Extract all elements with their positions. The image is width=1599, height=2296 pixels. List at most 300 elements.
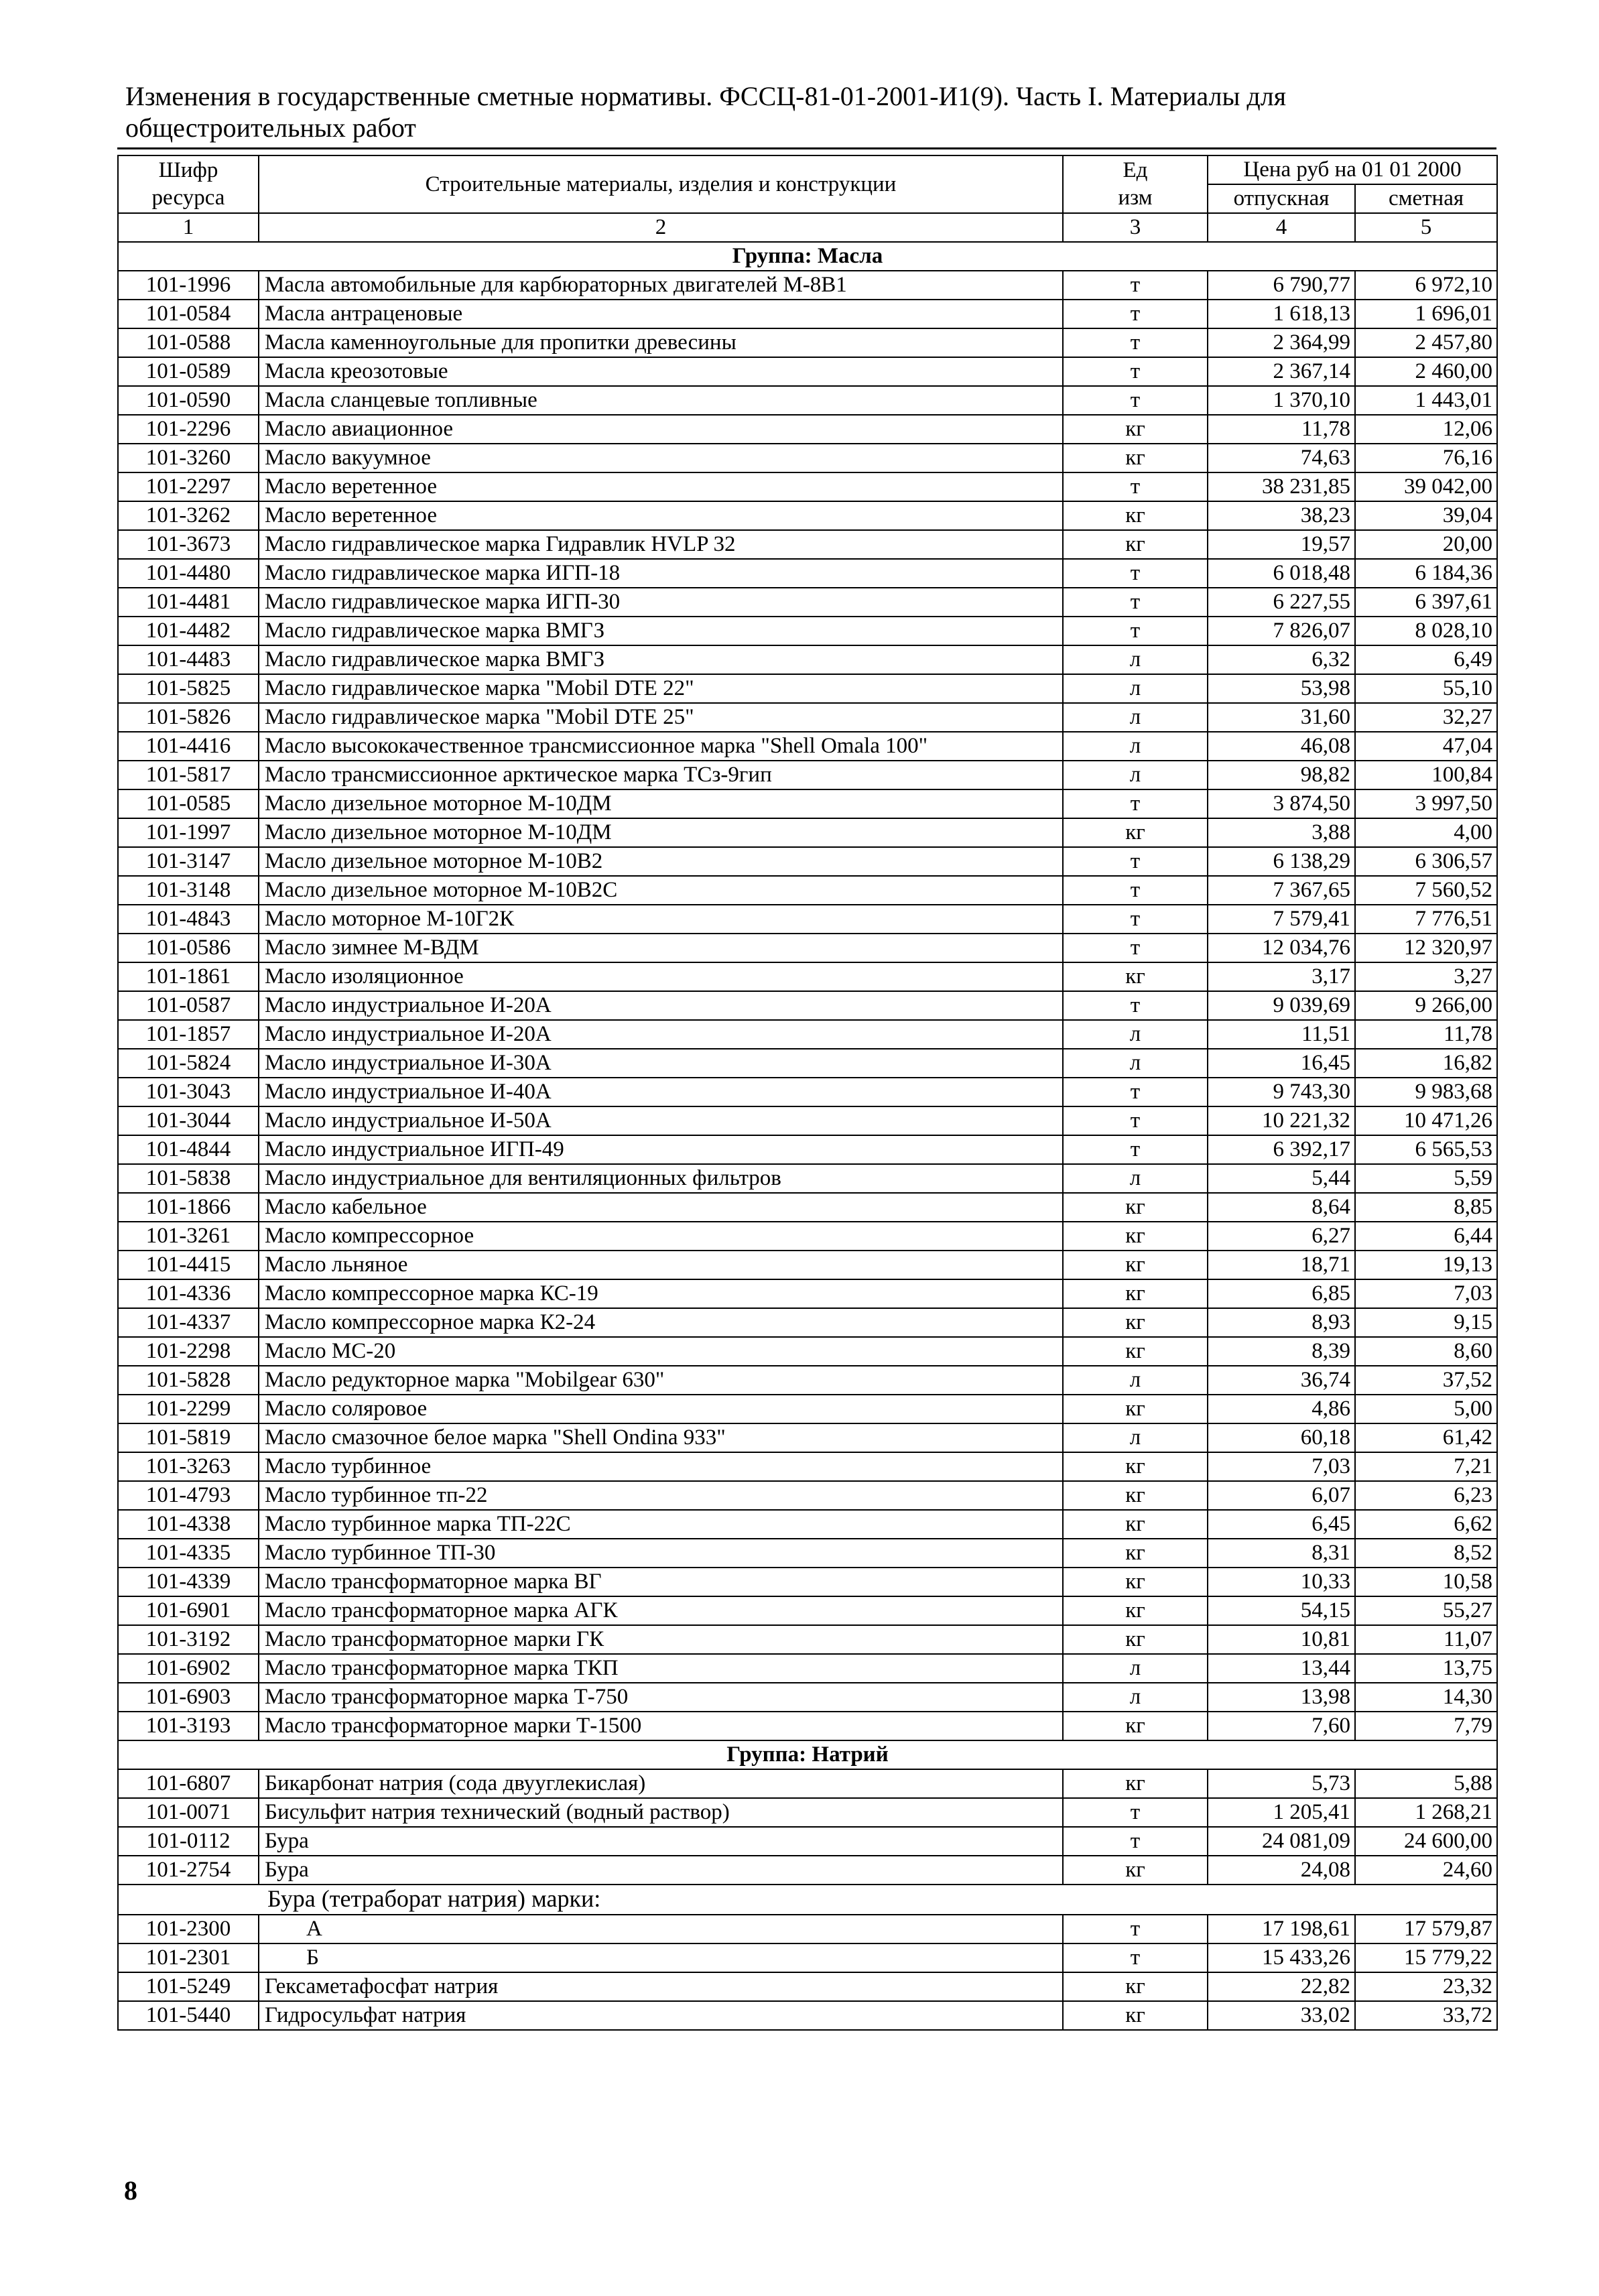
resource-code: 101-3263: [118, 1452, 259, 1481]
release-price: 3,17: [1208, 962, 1355, 991]
unit: л: [1063, 1683, 1208, 1712]
unit: кг: [1063, 1712, 1208, 1740]
resource-code: 101-5826: [118, 703, 259, 732]
header-price: Цена руб на 01 01 2000: [1208, 155, 1497, 184]
table-row: [118, 415, 1497, 444]
material-name: А: [259, 1915, 1063, 1943]
resource-code: 101-2298: [118, 1337, 259, 1366]
table-row: [118, 501, 1497, 530]
estimate-price: 2 460,00: [1355, 357, 1497, 386]
resource-code: 101-5838: [118, 1164, 259, 1193]
material-name: Масло смазочное белое марка "Shell Ondina 933": [259, 1423, 1063, 1452]
estimate-price: 15 779,22: [1355, 1943, 1497, 1972]
material-name: Масло гидравлическое марка ИГП-18: [259, 559, 1063, 588]
header-unit-line1: Ед: [1123, 158, 1148, 182]
material-name: Бура: [259, 1827, 1063, 1856]
unit: т: [1063, 1798, 1208, 1827]
unit: кг: [1063, 1452, 1208, 1481]
table-row: [118, 1972, 1497, 2001]
table-row: [118, 905, 1497, 934]
release-price: 5,44: [1208, 1164, 1355, 1193]
release-price: 3,88: [1208, 818, 1355, 847]
unit: л: [1063, 703, 1208, 732]
estimate-price: 8,60: [1355, 1337, 1497, 1366]
table-row: [118, 1539, 1497, 1568]
unit: т: [1063, 328, 1208, 357]
material-name: Масло трансформаторное марка ВГ: [259, 1568, 1063, 1596]
release-price: 6,27: [1208, 1222, 1355, 1251]
unit: л: [1063, 761, 1208, 789]
material-name: Бура: [259, 1856, 1063, 1885]
table-row: [118, 1279, 1497, 1308]
material-name: Масла каменноугольные для пропитки древесины: [259, 328, 1063, 357]
resource-code: 101-3043: [118, 1078, 259, 1106]
unit: кг: [1063, 1568, 1208, 1596]
resource-code: 101-0589: [118, 357, 259, 386]
material-name: Масло МС-20: [259, 1337, 1063, 1366]
estimate-price: 5,88: [1355, 1769, 1497, 1798]
table-row: [118, 876, 1497, 905]
material-name: Масло турбинное марка ТП-22С: [259, 1510, 1063, 1539]
table-row: [118, 1452, 1497, 1481]
unit: кг: [1063, 1251, 1208, 1279]
release-price: 36,74: [1208, 1366, 1355, 1395]
table-row: [118, 1856, 1497, 1885]
estimate-price: 1 443,01: [1355, 386, 1497, 415]
material-name: Масло авиационное: [259, 415, 1063, 444]
subheading-row: [118, 1885, 1497, 1915]
estimate-price: 9 983,68: [1355, 1078, 1497, 1106]
table-row: [118, 588, 1497, 617]
resource-code: 101-5824: [118, 1049, 259, 1078]
unit: кг: [1063, 444, 1208, 472]
estimate-price: 6 972,10: [1355, 271, 1497, 300]
column-number-4: 4: [1208, 213, 1355, 242]
material-name: Масла сланцевые топливные: [259, 386, 1063, 415]
resource-code: 101-6903: [118, 1683, 259, 1712]
resource-code: 101-1997: [118, 818, 259, 847]
unit: кг: [1063, 1308, 1208, 1337]
resource-code: 101-4843: [118, 905, 259, 934]
table-row: [118, 818, 1497, 847]
resource-code: 101-2296: [118, 415, 259, 444]
header-unit-line2: изм: [1118, 186, 1153, 210]
estimate-price: 12 320,97: [1355, 934, 1497, 962]
release-price: 6 138,29: [1208, 847, 1355, 876]
resource-code: 101-5828: [118, 1366, 259, 1395]
table-row: [118, 1193, 1497, 1222]
release-price: 16,45: [1208, 1049, 1355, 1078]
estimate-price: 39,04: [1355, 501, 1497, 530]
table-row: [118, 1164, 1497, 1193]
column-number-3: 3: [1063, 213, 1208, 242]
estimate-price: 76,16: [1355, 444, 1497, 472]
unit: л: [1063, 1423, 1208, 1452]
release-price: 2 367,14: [1208, 357, 1355, 386]
material-name: Масло кабельное: [259, 1193, 1063, 1222]
material-name: Масло трансформаторное марки Т-1500: [259, 1712, 1063, 1740]
material-name: Гидросульфат натрия: [259, 2001, 1063, 2030]
unit: кг: [1063, 962, 1208, 991]
unit: л: [1063, 1366, 1208, 1395]
release-price: 7 367,65: [1208, 876, 1355, 905]
estimate-price: 11,78: [1355, 1020, 1497, 1049]
table-row: [118, 1827, 1497, 1856]
unit: т: [1063, 1135, 1208, 1164]
material-name: Масло вакуумное: [259, 444, 1063, 472]
unit: т: [1063, 386, 1208, 415]
unit: т: [1063, 472, 1208, 501]
estimate-price: 8,85: [1355, 1193, 1497, 1222]
unit: л: [1063, 1020, 1208, 1049]
estimate-price: 5,59: [1355, 1164, 1497, 1193]
unit: т: [1063, 1915, 1208, 1943]
table-row: [118, 1106, 1497, 1135]
unit: т: [1063, 357, 1208, 386]
resource-code: 101-3261: [118, 1222, 259, 1251]
table-row: [118, 472, 1497, 501]
resource-code: 101-3262: [118, 501, 259, 530]
unit: л: [1063, 732, 1208, 761]
unit: кг: [1063, 1337, 1208, 1366]
table-row: [118, 357, 1497, 386]
resource-code: 101-4339: [118, 1568, 259, 1596]
document-page: [117, 80, 1496, 2031]
material-name: Масла креозотовые: [259, 357, 1063, 386]
resource-code: 101-5819: [118, 1423, 259, 1452]
release-price: 6,45: [1208, 1510, 1355, 1539]
material-name: Масло компрессорное марка КС-19: [259, 1279, 1063, 1308]
table-row: [118, 1049, 1497, 1078]
table-row: [118, 1222, 1497, 1251]
estimate-price: 13,75: [1355, 1654, 1497, 1683]
estimate-price: 1 696,01: [1355, 300, 1497, 328]
material-name: Бисульфит натрия технический (водный раствор): [259, 1798, 1063, 1827]
resource-code: 101-0590: [118, 386, 259, 415]
estimate-price: 7 776,51: [1355, 905, 1497, 934]
material-name: Масло веретенное: [259, 501, 1063, 530]
unit: л: [1063, 1164, 1208, 1193]
header-estimate-price: сметная: [1355, 184, 1497, 213]
table-row: [118, 1943, 1497, 1972]
material-name: Масло соляровое: [259, 1395, 1063, 1423]
header-code-line1: Шифр: [158, 158, 218, 182]
release-price: 4,86: [1208, 1395, 1355, 1423]
subheading-cell: [118, 1885, 1497, 1915]
release-price: 24 081,09: [1208, 1827, 1355, 1856]
estimate-price: 6 397,61: [1355, 588, 1497, 617]
estimate-price: 6 565,53: [1355, 1135, 1497, 1164]
material-name: Масло моторное М-10Г2К: [259, 905, 1063, 934]
table-row: [118, 1712, 1497, 1740]
unit: т: [1063, 991, 1208, 1020]
resource-code: 101-4338: [118, 1510, 259, 1539]
unit: кг: [1063, 1769, 1208, 1798]
resource-code: 101-4482: [118, 617, 259, 645]
resource-code: 101-0584: [118, 300, 259, 328]
resource-code: 101-0071: [118, 1798, 259, 1827]
resource-code: 101-3193: [118, 1712, 259, 1740]
material-name: Масло индустриальное И-20А: [259, 1020, 1063, 1049]
resource-code: 101-5825: [118, 674, 259, 703]
estimate-price: 39 042,00: [1355, 472, 1497, 501]
material-name: Масло компрессорное марка К2-24: [259, 1308, 1063, 1337]
estimate-price: 7,21: [1355, 1452, 1497, 1481]
table-row: [118, 300, 1497, 328]
material-name: Масло гидравлическое марка "Mobil DTE 22": [259, 674, 1063, 703]
resource-code: 101-6807: [118, 1769, 259, 1798]
unit: кг: [1063, 1222, 1208, 1251]
unit: т: [1063, 847, 1208, 876]
release-price: 54,15: [1208, 1596, 1355, 1625]
resource-code: 101-6901: [118, 1596, 259, 1625]
material-name: Бикарбонат натрия (сода двууглекислая): [259, 1769, 1063, 1798]
unit: т: [1063, 1106, 1208, 1135]
table-row: [118, 1481, 1497, 1510]
release-price: 6,07: [1208, 1481, 1355, 1510]
unit: т: [1063, 588, 1208, 617]
resource-code: 101-1861: [118, 962, 259, 991]
estimate-price: 47,04: [1355, 732, 1497, 761]
resource-code: 101-4337: [118, 1308, 259, 1337]
estimate-price: 8 028,10: [1355, 617, 1497, 645]
unit: т: [1063, 905, 1208, 934]
resource-code: 101-4480: [118, 559, 259, 588]
group-title: Группа: Масла: [118, 242, 1497, 271]
resource-code: 101-2300: [118, 1915, 259, 1943]
resource-code: 101-2754: [118, 1856, 259, 1885]
resource-code: 101-3148: [118, 876, 259, 905]
resource-code: 101-4336: [118, 1279, 259, 1308]
table-row: [118, 1423, 1497, 1452]
release-price: 8,31: [1208, 1539, 1355, 1568]
resource-code: 101-4483: [118, 645, 259, 674]
release-price: 46,08: [1208, 732, 1355, 761]
estimate-price: 19,13: [1355, 1251, 1497, 1279]
resource-code: 101-6902: [118, 1654, 259, 1683]
unit: кг: [1063, 1625, 1208, 1654]
material-name: Масло трансформаторное марка АГК: [259, 1596, 1063, 1625]
release-price: 7 579,41: [1208, 905, 1355, 934]
table-row: [118, 617, 1497, 645]
material-name: Масло турбинное тп-22: [259, 1481, 1063, 1510]
estimate-price: 55,27: [1355, 1596, 1497, 1625]
material-name: Масло индустриальное И-30А: [259, 1049, 1063, 1078]
unit: т: [1063, 617, 1208, 645]
material-name: Масло дизельное моторное М-10В2: [259, 847, 1063, 876]
table-row: [118, 674, 1497, 703]
table-row: [118, 1568, 1497, 1596]
release-price: 24,08: [1208, 1856, 1355, 1885]
release-price: 33,02: [1208, 2001, 1355, 2030]
estimate-price: 3 997,50: [1355, 789, 1497, 818]
resource-code: 101-0586: [118, 934, 259, 962]
resource-code: 101-3260: [118, 444, 259, 472]
resource-code: 101-3192: [118, 1625, 259, 1654]
estimate-price: 9 266,00: [1355, 991, 1497, 1020]
estimate-price: 6,44: [1355, 1222, 1497, 1251]
table-row: [118, 271, 1497, 300]
release-price: 5,73: [1208, 1769, 1355, 1798]
release-price: 6 018,48: [1208, 559, 1355, 588]
unit: кг: [1063, 818, 1208, 847]
release-price: 53,98: [1208, 674, 1355, 703]
material-name: Б: [259, 1943, 1063, 1972]
unit: кг: [1063, 415, 1208, 444]
estimate-price: 23,32: [1355, 1972, 1497, 2001]
table-row: [118, 645, 1497, 674]
material-name: Гексаметафосфат натрия: [259, 1972, 1063, 2001]
release-price: 8,64: [1208, 1193, 1355, 1222]
release-price: 8,93: [1208, 1308, 1355, 1337]
group-title: Группа: Натрий: [118, 1740, 1497, 1769]
release-price: 10,33: [1208, 1568, 1355, 1596]
material-name: Масло индустриальное для вентиляционных фильтров: [259, 1164, 1063, 1193]
estimate-price: 24 600,00: [1355, 1827, 1497, 1856]
table-row: [118, 1769, 1497, 1798]
header-code: [118, 155, 259, 213]
unit: кг: [1063, 1596, 1208, 1625]
estimate-price: 5,00: [1355, 1395, 1497, 1423]
estimate-price: 6,23: [1355, 1481, 1497, 1510]
release-price: 6,32: [1208, 645, 1355, 674]
header-release-price: отпускная: [1208, 184, 1355, 213]
estimate-price: 100,84: [1355, 761, 1497, 789]
estimate-price: 12,06: [1355, 415, 1497, 444]
release-price: 1 205,41: [1208, 1798, 1355, 1827]
release-price: 11,51: [1208, 1020, 1355, 1049]
table-row: [118, 1135, 1497, 1164]
table-row: [118, 789, 1497, 818]
estimate-price: 6,62: [1355, 1510, 1497, 1539]
group-heading-row: [118, 242, 1497, 271]
estimate-price: 55,10: [1355, 674, 1497, 703]
table-row: [118, 1020, 1497, 1049]
material-name: Масло индустриальное И-20А: [259, 991, 1063, 1020]
page-number: 8: [124, 2175, 137, 2206]
resource-code: 101-1866: [118, 1193, 259, 1222]
unit: кг: [1063, 1856, 1208, 1885]
table-row: [118, 1798, 1497, 1827]
estimate-price: 6 306,57: [1355, 847, 1497, 876]
resource-code: 101-3673: [118, 530, 259, 559]
document-title-line2: общестроительных работ: [125, 113, 416, 143]
material-name: Масло трансформаторное марка ТКП: [259, 1654, 1063, 1683]
release-price: 10,81: [1208, 1625, 1355, 1654]
document-title-line1: Изменения в государственные сметные нормативы. ФССЦ-81-01-2001-И1(9). Часть I. Материалы для: [125, 81, 1287, 111]
material-name: Масло льняное: [259, 1251, 1063, 1279]
unit: кг: [1063, 1395, 1208, 1423]
document-title: [117, 80, 1496, 149]
table-row: [118, 1251, 1497, 1279]
release-price: 8,39: [1208, 1337, 1355, 1366]
material-name: Масло высококачественное трансмиссионное марка "Shell Omala 100": [259, 732, 1063, 761]
unit: т: [1063, 876, 1208, 905]
price-table: [117, 155, 1498, 2031]
resource-code: 101-0588: [118, 328, 259, 357]
release-price: 6 392,17: [1208, 1135, 1355, 1164]
resource-code: 101-3044: [118, 1106, 259, 1135]
resource-code: 101-3147: [118, 847, 259, 876]
table-row: [118, 1596, 1497, 1625]
header-name: Строительные материалы, изделия и конструкции: [259, 155, 1063, 213]
unit: т: [1063, 559, 1208, 588]
unit: кг: [1063, 1972, 1208, 2001]
material-name: Масло трансформаторное марка Т-750: [259, 1683, 1063, 1712]
release-price: 9 743,30: [1208, 1078, 1355, 1106]
estimate-price: 4,00: [1355, 818, 1497, 847]
resource-code: 101-2297: [118, 472, 259, 501]
table-row: [118, 2001, 1497, 2030]
table-row: [118, 962, 1497, 991]
estimate-price: 20,00: [1355, 530, 1497, 559]
release-price: 6 790,77: [1208, 271, 1355, 300]
material-name: Масла автомобильные для карбюраторных двигателей М-8В1: [259, 271, 1063, 300]
subheading-text: Бура (тетраборат натрия) марки:: [267, 1885, 601, 1912]
release-price: 7,03: [1208, 1452, 1355, 1481]
material-name: Масло компрессорное: [259, 1222, 1063, 1251]
table-row: [118, 559, 1497, 588]
unit: т: [1063, 789, 1208, 818]
resource-code: 101-4415: [118, 1251, 259, 1279]
table-row: [118, 847, 1497, 876]
resource-code: 101-0587: [118, 991, 259, 1020]
table-row: [118, 386, 1497, 415]
column-number-1: 1: [118, 213, 259, 242]
unit: л: [1063, 1049, 1208, 1078]
table-row: [118, 1510, 1497, 1539]
material-name: Масло веретенное: [259, 472, 1063, 501]
material-name: Масла антраценовые: [259, 300, 1063, 328]
table-row: [118, 1078, 1497, 1106]
resource-code: 101-0585: [118, 789, 259, 818]
table-row: [118, 1625, 1497, 1654]
estimate-price: 10 471,26: [1355, 1106, 1497, 1135]
release-price: 13,44: [1208, 1654, 1355, 1683]
estimate-price: 3,27: [1355, 962, 1497, 991]
resource-code: 101-1996: [118, 271, 259, 300]
resource-code: 101-2299: [118, 1395, 259, 1423]
estimate-price: 10,58: [1355, 1568, 1497, 1596]
material-name: Масло гидравлическое марка ВМГЗ: [259, 645, 1063, 674]
release-price: 13,98: [1208, 1683, 1355, 1712]
material-name: Масло гидравлическое марка Гидравлик HVLP 32: [259, 530, 1063, 559]
material-name: Масло трансмиссионное арктическое марка ТСз-9гип: [259, 761, 1063, 789]
material-name: Масло гидравлическое марка ВМГЗ: [259, 617, 1063, 645]
release-price: 60,18: [1208, 1423, 1355, 1452]
unit: кг: [1063, 530, 1208, 559]
resource-code: 101-1857: [118, 1020, 259, 1049]
material-name: Масло изоляционное: [259, 962, 1063, 991]
estimate-price: 61,42: [1355, 1423, 1497, 1452]
material-name: Масло турбинное: [259, 1452, 1063, 1481]
unit: т: [1063, 300, 1208, 328]
estimate-price: 32,27: [1355, 703, 1497, 732]
estimate-price: 14,30: [1355, 1683, 1497, 1712]
header-unit: [1063, 155, 1208, 213]
header-code-line2: ресурса: [151, 186, 225, 210]
estimate-price: 33,72: [1355, 2001, 1497, 2030]
release-price: 7,60: [1208, 1712, 1355, 1740]
table-row: [118, 444, 1497, 472]
unit: кг: [1063, 1481, 1208, 1510]
release-price: 9 039,69: [1208, 991, 1355, 1020]
resource-code: 101-4793: [118, 1481, 259, 1510]
estimate-price: 11,07: [1355, 1625, 1497, 1654]
unit: л: [1063, 1654, 1208, 1683]
release-price: 15 433,26: [1208, 1943, 1355, 1972]
resource-code: 101-0112: [118, 1827, 259, 1856]
